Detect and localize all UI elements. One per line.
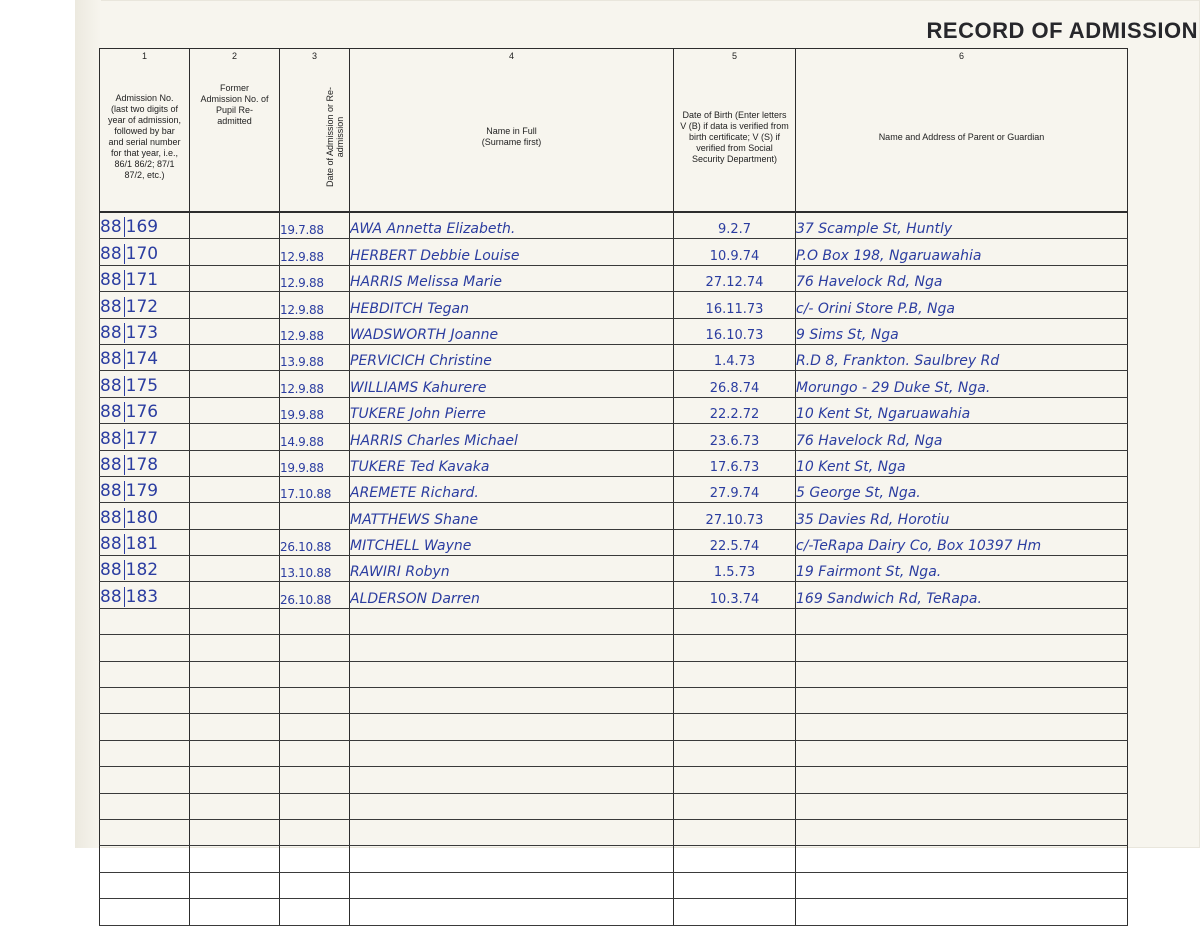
admission-date-cell: 19.9.88 (280, 450, 350, 476)
blank-cell (100, 819, 190, 845)
former-admission-cell (190, 318, 280, 344)
pupil-name-cell: HARRIS Charles Michael (350, 424, 674, 450)
date-of-birth-cell: 10.9.74 (674, 239, 796, 265)
admission-date-cell: 12.9.88 (280, 292, 350, 318)
blank-cell (674, 635, 796, 661)
admission-register-table (99, 48, 1128, 926)
date-of-birth-cell: 9.2.7 (674, 212, 796, 239)
admission-date-cell: 14.9.88 (280, 424, 350, 450)
blank-cell (674, 872, 796, 898)
admission-no-cell (100, 556, 190, 582)
blank-table-row (100, 740, 1128, 766)
blank-cell (350, 872, 674, 898)
admission-date-cell: 12.9.88 (280, 318, 350, 344)
admission-serial: 182 (125, 560, 159, 581)
blank-cell (350, 635, 674, 661)
blank-cell (674, 688, 796, 714)
pupil-name-cell: ALDERSON Darren (350, 582, 674, 608)
blank-cell (674, 819, 796, 845)
blank-cell (280, 793, 350, 819)
blank-cell (190, 793, 280, 819)
blank-cell (280, 767, 350, 793)
admission-year: 88 (100, 534, 122, 555)
admission-date-cell: 26.10.88 (280, 582, 350, 608)
admission-serial: 177 (125, 428, 159, 449)
admission-year: 88 (100, 217, 122, 238)
blank-table-row (100, 661, 1128, 687)
pupil-name-cell: PERVICICH Christine (350, 344, 674, 370)
admission-date-cell: 13.9.88 (280, 344, 350, 370)
blank-cell (674, 846, 796, 872)
table-row (100, 371, 1128, 397)
admission-no-cell (100, 265, 190, 291)
admission-year: 88 (100, 402, 122, 423)
blank-cell (280, 819, 350, 845)
admission-date-cell: 19.7.88 (280, 212, 350, 239)
column-header-row (100, 63, 1128, 212)
column-number: 2 (190, 49, 280, 64)
parent-address-cell: c/- Orini Store P.B, Nga (796, 292, 1128, 318)
admission-serial: 179 (125, 481, 159, 502)
date-of-birth-cell: 16.10.73 (674, 318, 796, 344)
admission-year: 88 (100, 560, 122, 581)
pupil-name-cell: AWA Annetta Elizabeth. (350, 212, 674, 239)
header-name-in-full: Name in Full (Surname first) (350, 63, 674, 212)
blank-cell (350, 714, 674, 740)
pupil-name-cell: MITCHELL Wayne (350, 529, 674, 555)
parent-address-cell: 76 Havelock Rd, Nga (796, 424, 1128, 450)
parent-address-cell: 37 Scample St, Huntly (796, 212, 1128, 239)
admission-year: 88 (100, 243, 122, 264)
blank-cell (350, 819, 674, 845)
blank-cell (796, 793, 1128, 819)
blank-cell (796, 714, 1128, 740)
admission-date-cell: 12.9.88 (280, 239, 350, 265)
former-admission-cell (190, 529, 280, 555)
parent-address-cell: 9 Sims St, Nga (796, 318, 1128, 344)
pupil-name-cell: MATTHEWS Shane (350, 503, 674, 529)
pupil-name-cell: TUKERE Ted Kavaka (350, 450, 674, 476)
blank-cell (190, 608, 280, 634)
date-of-birth-cell: 1.4.73 (674, 344, 796, 370)
admission-year: 88 (100, 375, 122, 396)
pupil-name-cell: AREMETE Richard. (350, 476, 674, 502)
former-admission-cell (190, 556, 280, 582)
blank-cell (100, 688, 190, 714)
pupil-name-cell: WILLIAMS Kahurere (350, 371, 674, 397)
admission-date-cell: 17.10.88 (280, 476, 350, 502)
table-row (100, 265, 1128, 291)
blank-cell (280, 608, 350, 634)
blank-cell (100, 846, 190, 872)
admission-year: 88 (100, 507, 122, 528)
blank-cell (100, 793, 190, 819)
table-row (100, 397, 1128, 423)
pupil-name-cell: WADSWORTH Joanne (350, 318, 674, 344)
parent-address-cell: P.O Box 198, Ngaruawahia (796, 239, 1128, 265)
table-row (100, 556, 1128, 582)
blank-table-row (100, 714, 1128, 740)
admission-date-cell (280, 503, 350, 529)
blank-cell (796, 767, 1128, 793)
blank-cell (280, 740, 350, 766)
blank-cell (796, 872, 1128, 898)
blank-cell (100, 767, 190, 793)
blank-table-row (100, 872, 1128, 898)
blank-cell (190, 872, 280, 898)
blank-cell (350, 767, 674, 793)
admission-no-cell (100, 450, 190, 476)
parent-address-cell: 169 Sandwich Rd, TeRapa. (796, 582, 1128, 608)
blank-cell (280, 899, 350, 925)
page-title: RECORD OF ADMISSION (926, 18, 1198, 43)
date-of-birth-cell: 17.6.73 (674, 450, 796, 476)
date-of-birth-cell: 22.2.72 (674, 397, 796, 423)
blank-table-row (100, 846, 1128, 872)
blank-cell (674, 793, 796, 819)
blank-cell (796, 846, 1128, 872)
blank-cell (674, 608, 796, 634)
former-admission-cell (190, 476, 280, 502)
admission-no-cell (100, 424, 190, 450)
blank-cell (100, 740, 190, 766)
former-admission-cell (190, 212, 280, 239)
admission-serial: 171 (125, 270, 159, 291)
blank-cell (796, 635, 1128, 661)
admission-date-cell: 12.9.88 (280, 371, 350, 397)
parent-address-cell: 5 George St, Nga. (796, 476, 1128, 502)
pupil-name-cell: HEBDITCH Tegan (350, 292, 674, 318)
table-row (100, 344, 1128, 370)
former-admission-cell (190, 450, 280, 476)
blank-table-row (100, 793, 1128, 819)
admission-year: 88 (100, 296, 122, 317)
parent-address-cell: c/-TeRapa Dairy Co, Box 10397 Hm (796, 529, 1128, 555)
parent-address-cell: 19 Fairmont St, Nga. (796, 556, 1128, 582)
admission-no-cell (100, 344, 190, 370)
admission-no-cell (100, 212, 190, 239)
column-number: 1 (100, 49, 190, 64)
admission-serial: 169 (125, 217, 159, 238)
admission-date-cell: 26.10.88 (280, 529, 350, 555)
admission-serial: 181 (125, 534, 159, 555)
header-parent-guardian: Name and Address of Parent or Guardian (796, 63, 1128, 212)
admission-year: 88 (100, 586, 122, 607)
former-admission-cell (190, 397, 280, 423)
blank-cell (190, 899, 280, 925)
date-of-birth-cell: 27.9.74 (674, 476, 796, 502)
admission-year: 88 (100, 481, 122, 502)
former-admission-cell (190, 424, 280, 450)
blank-cell (350, 899, 674, 925)
admission-serial: 172 (125, 296, 159, 317)
admission-serial: 176 (125, 402, 159, 423)
blank-cell (350, 608, 674, 634)
table-row (100, 239, 1128, 265)
blank-cell (674, 661, 796, 687)
blank-cell (280, 846, 350, 872)
admission-serial: 170 (125, 243, 159, 264)
blank-cell (280, 635, 350, 661)
date-of-birth-cell: 23.6.73 (674, 424, 796, 450)
date-of-birth-cell: 16.11.73 (674, 292, 796, 318)
blank-cell (100, 635, 190, 661)
pupil-name-cell: TUKERE John Pierre (350, 397, 674, 423)
column-number: 4 (350, 49, 674, 64)
parent-address-cell: 10 Kent St, Ngaruawahia (796, 397, 1128, 423)
blank-cell (350, 846, 674, 872)
blank-cell (674, 740, 796, 766)
blank-cell (100, 899, 190, 925)
blank-cell (100, 608, 190, 634)
table-row (100, 318, 1128, 344)
admission-serial: 180 (125, 507, 159, 528)
blank-cell (796, 608, 1128, 634)
header-date-of-birth: Date of Birth (Enter letters V (B) if data is verified from birth certificate; V (S) if verified from Social Security Department) (674, 63, 796, 212)
blank-cell (350, 793, 674, 819)
admission-serial: 183 (125, 586, 159, 607)
table-row (100, 582, 1128, 608)
pupil-name-cell: HERBERT Debbie Louise (350, 239, 674, 265)
admission-serial: 178 (125, 454, 159, 475)
header-admission-no: Admission No. (last two digits of year of admission, followed by bar and serial number for that year, i.e., 86/1 86/2; 87/1 87/2, etc.) (100, 63, 190, 212)
admission-year: 88 (100, 270, 122, 291)
former-admission-cell (190, 292, 280, 318)
date-of-birth-cell: 22.5.74 (674, 529, 796, 555)
admission-date-cell: 12.9.88 (280, 265, 350, 291)
former-admission-cell (190, 344, 280, 370)
table-row (100, 450, 1128, 476)
former-admission-cell (190, 582, 280, 608)
table-row (100, 476, 1128, 502)
admission-no-cell (100, 476, 190, 502)
blank-cell (100, 872, 190, 898)
admission-year: 88 (100, 428, 122, 449)
blank-cell (796, 899, 1128, 925)
admission-serial: 174 (125, 349, 159, 370)
blank-cell (190, 635, 280, 661)
blank-cell (796, 740, 1128, 766)
admission-year: 88 (100, 322, 122, 343)
parent-address-cell: 10 Kent St, Nga (796, 450, 1128, 476)
date-of-birth-cell: 27.12.74 (674, 265, 796, 291)
header-date-of-admission-text: Date of Admission or Re-admission (325, 86, 345, 187)
pupil-name-cell: RAWIRI Robyn (350, 556, 674, 582)
blank-cell (674, 767, 796, 793)
blank-cell (350, 661, 674, 687)
blank-cell (796, 661, 1128, 687)
former-admission-cell (190, 503, 280, 529)
parent-address-cell: 76 Havelock Rd, Nga (796, 265, 1128, 291)
blank-cell (280, 661, 350, 687)
blank-cell (190, 740, 280, 766)
admission-year: 88 (100, 454, 122, 475)
register-page (75, 0, 1200, 848)
parent-address-cell: Morungo - 29 Duke St, Nga. (796, 371, 1128, 397)
blank-cell (674, 899, 796, 925)
binding-strip (75, 0, 101, 848)
date-of-birth-cell: 10.3.74 (674, 582, 796, 608)
table-row (100, 292, 1128, 318)
date-of-birth-cell: 1.5.73 (674, 556, 796, 582)
pupil-name-cell: HARRIS Melissa Marie (350, 265, 674, 291)
blank-cell (796, 819, 1128, 845)
header-date-of-admission (280, 63, 350, 212)
blank-cell (350, 688, 674, 714)
blank-cell (350, 740, 674, 766)
blank-cell (100, 714, 190, 740)
former-admission-cell (190, 265, 280, 291)
blank-table-row (100, 608, 1128, 634)
admission-serial: 175 (125, 375, 159, 396)
date-of-birth-cell: 26.8.74 (674, 371, 796, 397)
blank-cell (280, 872, 350, 898)
column-number: 6 (796, 49, 1128, 64)
blank-table-row (100, 688, 1128, 714)
blank-cell (280, 688, 350, 714)
blank-cell (100, 661, 190, 687)
register-body (100, 212, 1128, 925)
blank-cell (190, 661, 280, 687)
parent-address-cell: R.D 8, Frankton. Saulbrey Rd (796, 344, 1128, 370)
admission-no-cell (100, 318, 190, 344)
former-admission-cell (190, 371, 280, 397)
admission-no-cell (100, 397, 190, 423)
parent-address-cell: 35 Davies Rd, Horotiu (796, 503, 1128, 529)
admission-serial: 173 (125, 322, 159, 343)
admission-year: 88 (100, 349, 122, 370)
blank-cell (796, 688, 1128, 714)
admission-no-cell (100, 371, 190, 397)
former-admission-cell (190, 239, 280, 265)
column-number: 3 (280, 49, 350, 64)
column-number-row (100, 49, 1128, 64)
blank-table-row (100, 819, 1128, 845)
header-former-admission-no: Former Admission No. of Pupil Re-admitted (190, 63, 280, 212)
admission-no-cell (100, 529, 190, 555)
column-number: 5 (674, 49, 796, 64)
blank-table-row (100, 767, 1128, 793)
admission-no-cell (100, 582, 190, 608)
blank-cell (190, 688, 280, 714)
blank-cell (190, 846, 280, 872)
table-row (100, 424, 1128, 450)
blank-table-row (100, 899, 1128, 925)
admission-no-cell (100, 239, 190, 265)
admission-date-cell: 13.10.88 (280, 556, 350, 582)
blank-table-row (100, 635, 1128, 661)
table-row (100, 503, 1128, 529)
blank-cell (190, 714, 280, 740)
table-row (100, 529, 1128, 555)
admission-no-cell (100, 503, 190, 529)
admission-no-cell (100, 292, 190, 318)
date-of-birth-cell: 27.10.73 (674, 503, 796, 529)
blank-cell (674, 714, 796, 740)
blank-cell (190, 767, 280, 793)
blank-cell (280, 714, 350, 740)
admission-date-cell: 19.9.88 (280, 397, 350, 423)
table-row (100, 212, 1128, 239)
blank-cell (190, 819, 280, 845)
